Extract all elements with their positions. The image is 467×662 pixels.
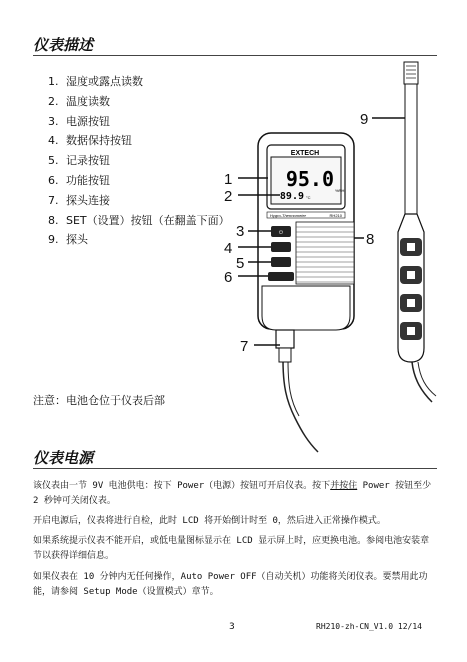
rec-button [271, 257, 291, 267]
callout-9: 9 [360, 111, 369, 128]
callout-6: 6 [224, 269, 233, 286]
hold-button [271, 242, 291, 252]
callout-7: 7 [240, 338, 249, 355]
power-icon: ⏻ [279, 230, 283, 236]
paragraph-battery-replace: 如果系统提示仪表不能开启，或低电量图标显示在 LCD 显示屏上时，应更换电池。参阅电池安装章节以获得详细信息。 [33, 536, 430, 561]
model-plate: Hygro-Thermometer [270, 213, 307, 218]
paragraph-auto-power-off: 如果仪表在 10 分钟内无任何操作，Auto Power OFF（自动关机）功能将关闭仪表。要禁用此功能，请参阅 Setup Mode（设置模式）章节。 [33, 572, 428, 597]
model-number: RH210 [329, 213, 342, 218]
list-item: 7. 探头连接 [48, 193, 110, 207]
lcd-sub-reading: 89.9 [279, 191, 304, 202]
list-item: 4. 数据保持按钮 [48, 134, 132, 148]
paragraph-power-on: 该仪表由一节 9V 电池供电：按下 Power（电源）按钮可开启仪表。按下并按住 Power 按钮至少 2 秒钟可关闭仪表。 [33, 481, 432, 506]
callout-4: 4 [224, 240, 233, 257]
callout-3: 3 [236, 223, 245, 240]
doc-version: RH210-zh-CN_V1.0 12/14 [316, 622, 422, 631]
callout-8: 8 [366, 231, 375, 248]
section-title-meter-description: 仪表描述 [33, 36, 94, 54]
page-number: 3 [229, 622, 235, 632]
callout-1: 1 [224, 171, 233, 188]
function-button [268, 272, 294, 281]
battery-note: 注意：电池仓位于仪表后部 [33, 394, 165, 407]
grip-ribs [296, 222, 354, 284]
list-item: 2. 温度读数 [48, 94, 110, 108]
list-item: 6. 功能按钮 [48, 173, 110, 187]
callout-2: 2 [224, 188, 233, 205]
lcd-sub-unit: °C [306, 195, 311, 200]
brand-label: EXTECH [290, 150, 320, 157]
probe [398, 62, 424, 362]
list-item: 9. 探头 [48, 233, 88, 247]
lcd-main-reading: 95.0 [285, 167, 334, 191]
list-item: 5. 记录按钮 [48, 154, 110, 168]
paragraph-self-test: 开启电源后，仪表将进行自检，此时 LCD 将开始倒计时至 0，然后进入正常操作模式。 [33, 516, 386, 526]
section-divider [33, 468, 437, 469]
probe-cable [412, 362, 432, 402]
list-item: 8. SET（设置）按钮（在翻盖下面） [48, 213, 230, 227]
section-title-meter-power: 仪表电源 [33, 449, 94, 467]
list-item: 1. 湿度或露点读数 [48, 75, 143, 88]
lcd-main-unit: %RH [335, 188, 345, 193]
list-item: 3. 电源按钮 [48, 114, 110, 128]
callout-5: 5 [236, 255, 245, 272]
